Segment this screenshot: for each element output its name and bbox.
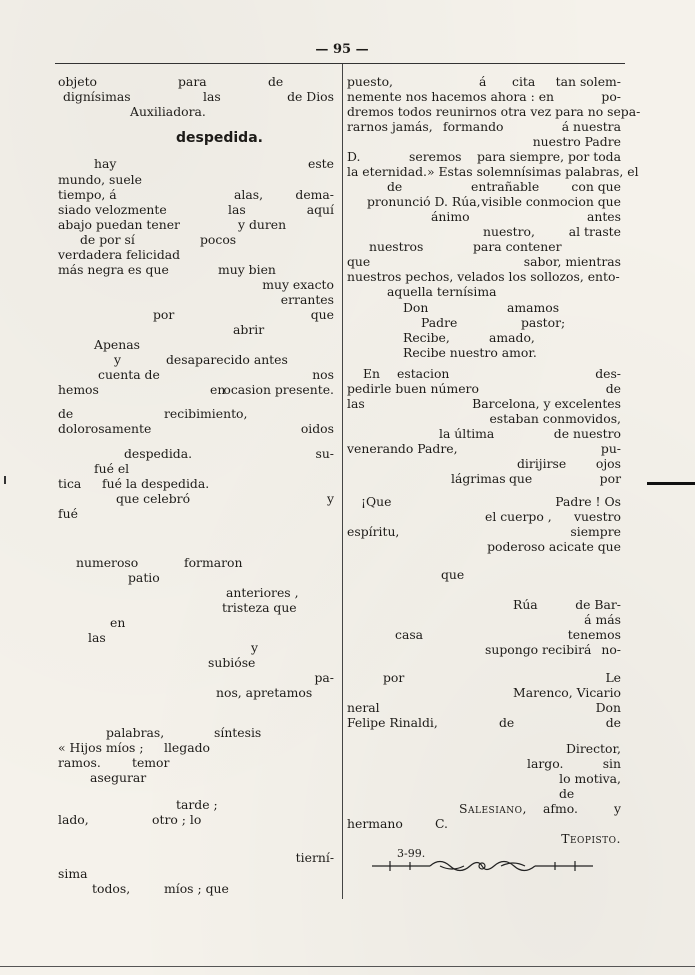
text: des- bbox=[595, 366, 621, 381]
text: de bbox=[58, 406, 74, 421]
text: abajo puedan tener bbox=[58, 217, 180, 232]
text: pu- bbox=[600, 441, 621, 456]
ornament-divider bbox=[370, 855, 595, 877]
text: muy exacto bbox=[262, 277, 334, 292]
text: puesto, bbox=[347, 74, 393, 89]
text: poderoso acicate que bbox=[487, 539, 621, 554]
text-line bbox=[58, 217, 334, 233]
text: dignísimas bbox=[63, 89, 131, 104]
text-line bbox=[347, 300, 621, 316]
text: á más bbox=[584, 612, 621, 627]
text-line bbox=[58, 322, 334, 338]
text: despedida. bbox=[124, 446, 193, 461]
text-line bbox=[58, 461, 334, 477]
text-line bbox=[58, 104, 334, 120]
text: ocasion presente. bbox=[223, 382, 334, 397]
text: llegado bbox=[164, 740, 210, 755]
text: Le bbox=[605, 670, 621, 685]
text: abrir bbox=[233, 322, 265, 337]
text: de bbox=[605, 381, 621, 396]
text-line bbox=[58, 367, 334, 383]
text: lo motiva, bbox=[559, 771, 621, 786]
text: pocos bbox=[200, 232, 237, 247]
text: po- bbox=[601, 89, 621, 104]
text: Director, bbox=[565, 741, 621, 756]
text-line bbox=[347, 396, 621, 412]
text-line bbox=[58, 292, 334, 308]
text: Don bbox=[595, 700, 621, 715]
text-line bbox=[347, 149, 621, 165]
text: amamos bbox=[507, 300, 560, 315]
text-line bbox=[347, 119, 621, 135]
issue-code: 3-99. bbox=[397, 847, 426, 860]
text: ánimo bbox=[431, 209, 470, 224]
text: hemos bbox=[58, 382, 99, 397]
text: al traste bbox=[568, 224, 621, 239]
text-line bbox=[347, 209, 621, 225]
text-line bbox=[347, 239, 621, 255]
text: nuestros bbox=[369, 239, 424, 254]
text: lado, bbox=[58, 812, 89, 827]
text: Don bbox=[403, 300, 429, 315]
text-line bbox=[347, 315, 621, 331]
signature: Teopisto. bbox=[561, 831, 621, 846]
text: nuestro, bbox=[483, 224, 535, 239]
text: su- bbox=[315, 446, 334, 461]
text-line bbox=[58, 640, 334, 656]
text-line bbox=[58, 307, 334, 323]
text: tan solem- bbox=[555, 74, 621, 89]
text: fué el bbox=[94, 461, 130, 476]
text: muy bien bbox=[218, 262, 276, 277]
section-heading bbox=[58, 131, 334, 149]
text: de bbox=[605, 715, 621, 730]
text: numeroso bbox=[76, 555, 139, 570]
text: más negra es que bbox=[58, 262, 169, 277]
text: lágrimas bbox=[451, 471, 506, 486]
text: « Hijos míos ; bbox=[58, 740, 144, 755]
text: venerando Padre, bbox=[347, 441, 458, 456]
text-line bbox=[58, 247, 334, 263]
text: sin bbox=[602, 756, 621, 771]
text-line bbox=[347, 224, 621, 240]
text: Rúa bbox=[513, 597, 538, 612]
text-line bbox=[347, 741, 621, 757]
text-line bbox=[58, 382, 334, 398]
text: largo. bbox=[527, 756, 564, 771]
text: subióse bbox=[208, 655, 256, 670]
text-line bbox=[58, 277, 334, 293]
text: sima bbox=[58, 866, 88, 881]
text: que bbox=[310, 307, 334, 322]
text-line bbox=[347, 89, 621, 105]
text-line bbox=[347, 494, 621, 510]
text-line bbox=[347, 816, 621, 832]
text: estacion bbox=[397, 366, 450, 381]
text-line bbox=[58, 172, 334, 188]
text-line bbox=[347, 330, 621, 346]
text-line bbox=[347, 104, 641, 120]
text: Recibe, bbox=[403, 330, 450, 345]
text-line bbox=[347, 612, 621, 628]
text-line bbox=[58, 685, 334, 701]
text-line bbox=[347, 194, 621, 210]
text: Barcelona, y excelentes bbox=[472, 396, 621, 411]
text-line bbox=[347, 366, 621, 382]
text: que celebró bbox=[116, 491, 191, 506]
text: Padre ! Os bbox=[555, 494, 621, 509]
text-line bbox=[347, 411, 621, 427]
text: pronunció D. Rúa, bbox=[367, 194, 481, 209]
text: todos, bbox=[92, 881, 131, 896]
text: nos bbox=[312, 367, 334, 382]
text: desaparecido antes bbox=[166, 352, 288, 367]
text-line bbox=[347, 700, 621, 716]
text: pedirle buen número bbox=[347, 381, 479, 396]
text-line bbox=[58, 797, 334, 813]
text: por bbox=[153, 307, 175, 322]
text-line bbox=[58, 491, 334, 507]
text-line bbox=[347, 269, 621, 285]
text-line bbox=[58, 187, 334, 203]
text: dirijirse bbox=[517, 456, 567, 471]
edge-mark bbox=[4, 476, 6, 484]
text: para contener bbox=[473, 239, 562, 254]
text: no- bbox=[601, 642, 621, 657]
text: míos ; que bbox=[164, 881, 229, 896]
text-line bbox=[58, 881, 334, 897]
text: tristeza que bbox=[222, 600, 297, 615]
text: por bbox=[383, 670, 405, 685]
text: este bbox=[307, 156, 334, 171]
text-line bbox=[347, 627, 621, 643]
text: el cuerpo , bbox=[485, 509, 552, 524]
text: de bbox=[559, 786, 575, 801]
text: nuestro Padre bbox=[532, 134, 621, 149]
text-line bbox=[58, 770, 334, 786]
text: tarde ; bbox=[176, 797, 218, 812]
text: las bbox=[88, 630, 106, 645]
text-line bbox=[58, 850, 334, 866]
text-line bbox=[58, 352, 334, 368]
text: dremos todos reunirnos otra vez para no sepa- bbox=[347, 104, 641, 119]
text: aquí bbox=[306, 202, 334, 217]
text: recibimiento, bbox=[164, 406, 248, 421]
text: pa- bbox=[314, 670, 334, 685]
text: alas, bbox=[234, 187, 264, 202]
text-line bbox=[58, 725, 334, 741]
heading-text: despedida. bbox=[176, 130, 263, 146]
page-number: — 95 — bbox=[315, 42, 369, 57]
text: otro ; lo bbox=[152, 812, 202, 827]
text: supongo recibirá bbox=[485, 642, 592, 657]
text-line bbox=[347, 345, 621, 361]
text: las bbox=[347, 396, 365, 411]
text-line bbox=[347, 134, 621, 150]
text-line bbox=[58, 570, 334, 586]
text: y bbox=[327, 491, 334, 506]
text: y duren bbox=[238, 217, 287, 232]
text: de nuestro bbox=[553, 426, 621, 441]
text-line bbox=[347, 771, 621, 787]
text: temor bbox=[132, 755, 170, 770]
text: ¡Que bbox=[361, 494, 392, 509]
text: y bbox=[614, 801, 621, 816]
text-line bbox=[347, 642, 621, 658]
text: la última bbox=[439, 426, 495, 441]
text: que bbox=[441, 567, 465, 582]
text-line bbox=[347, 471, 621, 487]
text-line bbox=[58, 755, 334, 771]
text: tiempo, á bbox=[58, 187, 117, 202]
text: á nuestra bbox=[561, 119, 621, 134]
text: verdadera felicidad bbox=[58, 247, 181, 262]
text-line bbox=[58, 476, 334, 492]
text-line bbox=[347, 509, 621, 525]
text-line bbox=[58, 337, 334, 353]
text: Salesiano, bbox=[459, 801, 527, 816]
text-line bbox=[58, 446, 334, 462]
margin-mark bbox=[647, 482, 695, 485]
text: C. bbox=[435, 816, 448, 831]
text: tierní- bbox=[295, 850, 334, 865]
text: hermano bbox=[347, 816, 403, 831]
text-line bbox=[58, 89, 334, 105]
text: de Dios bbox=[287, 89, 334, 104]
text: cuenta de bbox=[98, 367, 160, 382]
text: las bbox=[203, 89, 221, 104]
text-line bbox=[347, 831, 621, 847]
text: de Bar- bbox=[575, 597, 621, 612]
column-divider bbox=[342, 64, 343, 899]
text: ramos. bbox=[58, 755, 101, 770]
text-line bbox=[347, 179, 621, 195]
text-line bbox=[58, 670, 334, 686]
text: y bbox=[114, 352, 121, 367]
text-line bbox=[347, 74, 621, 90]
text: estaban conmovidos, bbox=[489, 411, 621, 426]
text: vuestro bbox=[573, 509, 621, 524]
text-line bbox=[58, 655, 334, 671]
text: á bbox=[479, 74, 487, 89]
text: en bbox=[110, 615, 126, 630]
text: entrañable bbox=[471, 179, 540, 194]
text: espíritu, bbox=[347, 524, 400, 539]
text: de bbox=[268, 74, 284, 89]
text: cita bbox=[512, 74, 536, 89]
text: asegurar bbox=[90, 770, 147, 785]
text: por bbox=[599, 471, 621, 486]
bottom-rule bbox=[0, 966, 695, 967]
text-line bbox=[347, 685, 621, 701]
text: sabor, mientras bbox=[523, 254, 621, 269]
text-line bbox=[347, 567, 621, 583]
text-line bbox=[58, 74, 334, 90]
text: dolorosamente bbox=[58, 421, 152, 436]
text: mundo, suele bbox=[58, 172, 142, 187]
text-line bbox=[58, 406, 334, 422]
text: amado, bbox=[489, 330, 535, 345]
text: rarnos jamás, bbox=[347, 119, 433, 134]
text: formando bbox=[443, 119, 504, 134]
text-line bbox=[58, 156, 334, 172]
text-line bbox=[347, 426, 621, 442]
text: que bbox=[509, 471, 533, 486]
text: de bbox=[499, 715, 515, 730]
text-line bbox=[347, 381, 621, 397]
text-line bbox=[347, 670, 621, 686]
text: dema- bbox=[295, 187, 334, 202]
text-line bbox=[58, 555, 334, 571]
text: nuestros pechos, velados los sollozos, ento- bbox=[347, 269, 620, 284]
text-line bbox=[347, 756, 621, 772]
text-line bbox=[58, 866, 334, 882]
text: aquella ternísima bbox=[387, 284, 497, 299]
text: errantes bbox=[280, 292, 334, 307]
text: En bbox=[363, 366, 381, 381]
text: Auxiliadora. bbox=[130, 104, 206, 119]
text-line bbox=[347, 456, 621, 472]
text: patio bbox=[128, 570, 160, 585]
text-line bbox=[347, 164, 639, 180]
text: para bbox=[178, 74, 207, 89]
text-line bbox=[347, 801, 621, 817]
text: en bbox=[210, 382, 226, 397]
text-line bbox=[58, 740, 334, 756]
text: pastor; bbox=[521, 315, 566, 330]
text-line bbox=[347, 441, 621, 457]
text-line bbox=[347, 524, 621, 540]
text: Apenas bbox=[94, 337, 140, 352]
text-line bbox=[58, 585, 334, 601]
text-line bbox=[347, 539, 621, 555]
text-line bbox=[58, 506, 334, 522]
text-line bbox=[347, 284, 621, 300]
text-line bbox=[58, 232, 334, 248]
text-line bbox=[58, 262, 334, 278]
text: afmo. bbox=[543, 801, 578, 816]
text: anteriores , bbox=[226, 585, 299, 600]
text: ojos bbox=[595, 456, 621, 471]
text: la eternidad.» Estas solemnísimas palabras, el bbox=[347, 164, 639, 179]
text: tica bbox=[58, 476, 82, 491]
text: neral bbox=[347, 700, 380, 715]
text: nos, apretamos bbox=[216, 685, 313, 700]
text: Padre bbox=[421, 315, 458, 330]
text: palabras, bbox=[106, 725, 165, 740]
text: hay bbox=[94, 156, 117, 171]
text-line bbox=[347, 597, 621, 613]
header-rule bbox=[55, 63, 625, 64]
text: formaron bbox=[184, 555, 243, 570]
text: antes bbox=[586, 209, 621, 224]
text: siado velozmente bbox=[58, 202, 167, 217]
text: visible conmocion que bbox=[481, 194, 621, 209]
text: con que bbox=[571, 179, 621, 194]
text-line bbox=[347, 786, 621, 802]
text: oidos bbox=[300, 421, 334, 436]
text: Felipe Rinaldi, bbox=[347, 715, 438, 730]
text: Marenco, Vicario bbox=[513, 685, 621, 700]
text: objeto bbox=[58, 74, 98, 89]
text: las bbox=[228, 202, 246, 217]
text: siempre bbox=[570, 524, 621, 539]
text: de bbox=[387, 179, 403, 194]
text-line bbox=[58, 615, 334, 631]
text: para siempre, por toda bbox=[476, 149, 621, 164]
text: casa bbox=[395, 627, 424, 642]
text: de por sí bbox=[80, 232, 135, 247]
text: Recibe nuestro amor. bbox=[403, 345, 537, 360]
text: tenemos bbox=[567, 627, 621, 642]
text-line bbox=[58, 202, 334, 218]
text-line bbox=[58, 812, 334, 828]
text-line bbox=[58, 421, 334, 437]
text: síntesis bbox=[214, 725, 262, 740]
text-line bbox=[347, 254, 621, 270]
text: fué la despedida. bbox=[102, 476, 210, 491]
text-line bbox=[58, 600, 334, 616]
text: nemente nos hacemos ahora : en bbox=[347, 89, 555, 104]
text: y bbox=[251, 640, 258, 655]
text: D. bbox=[347, 149, 361, 164]
text-line bbox=[347, 715, 621, 731]
text: fué bbox=[58, 506, 78, 521]
text: que bbox=[347, 254, 371, 269]
text: seremos bbox=[409, 149, 462, 164]
